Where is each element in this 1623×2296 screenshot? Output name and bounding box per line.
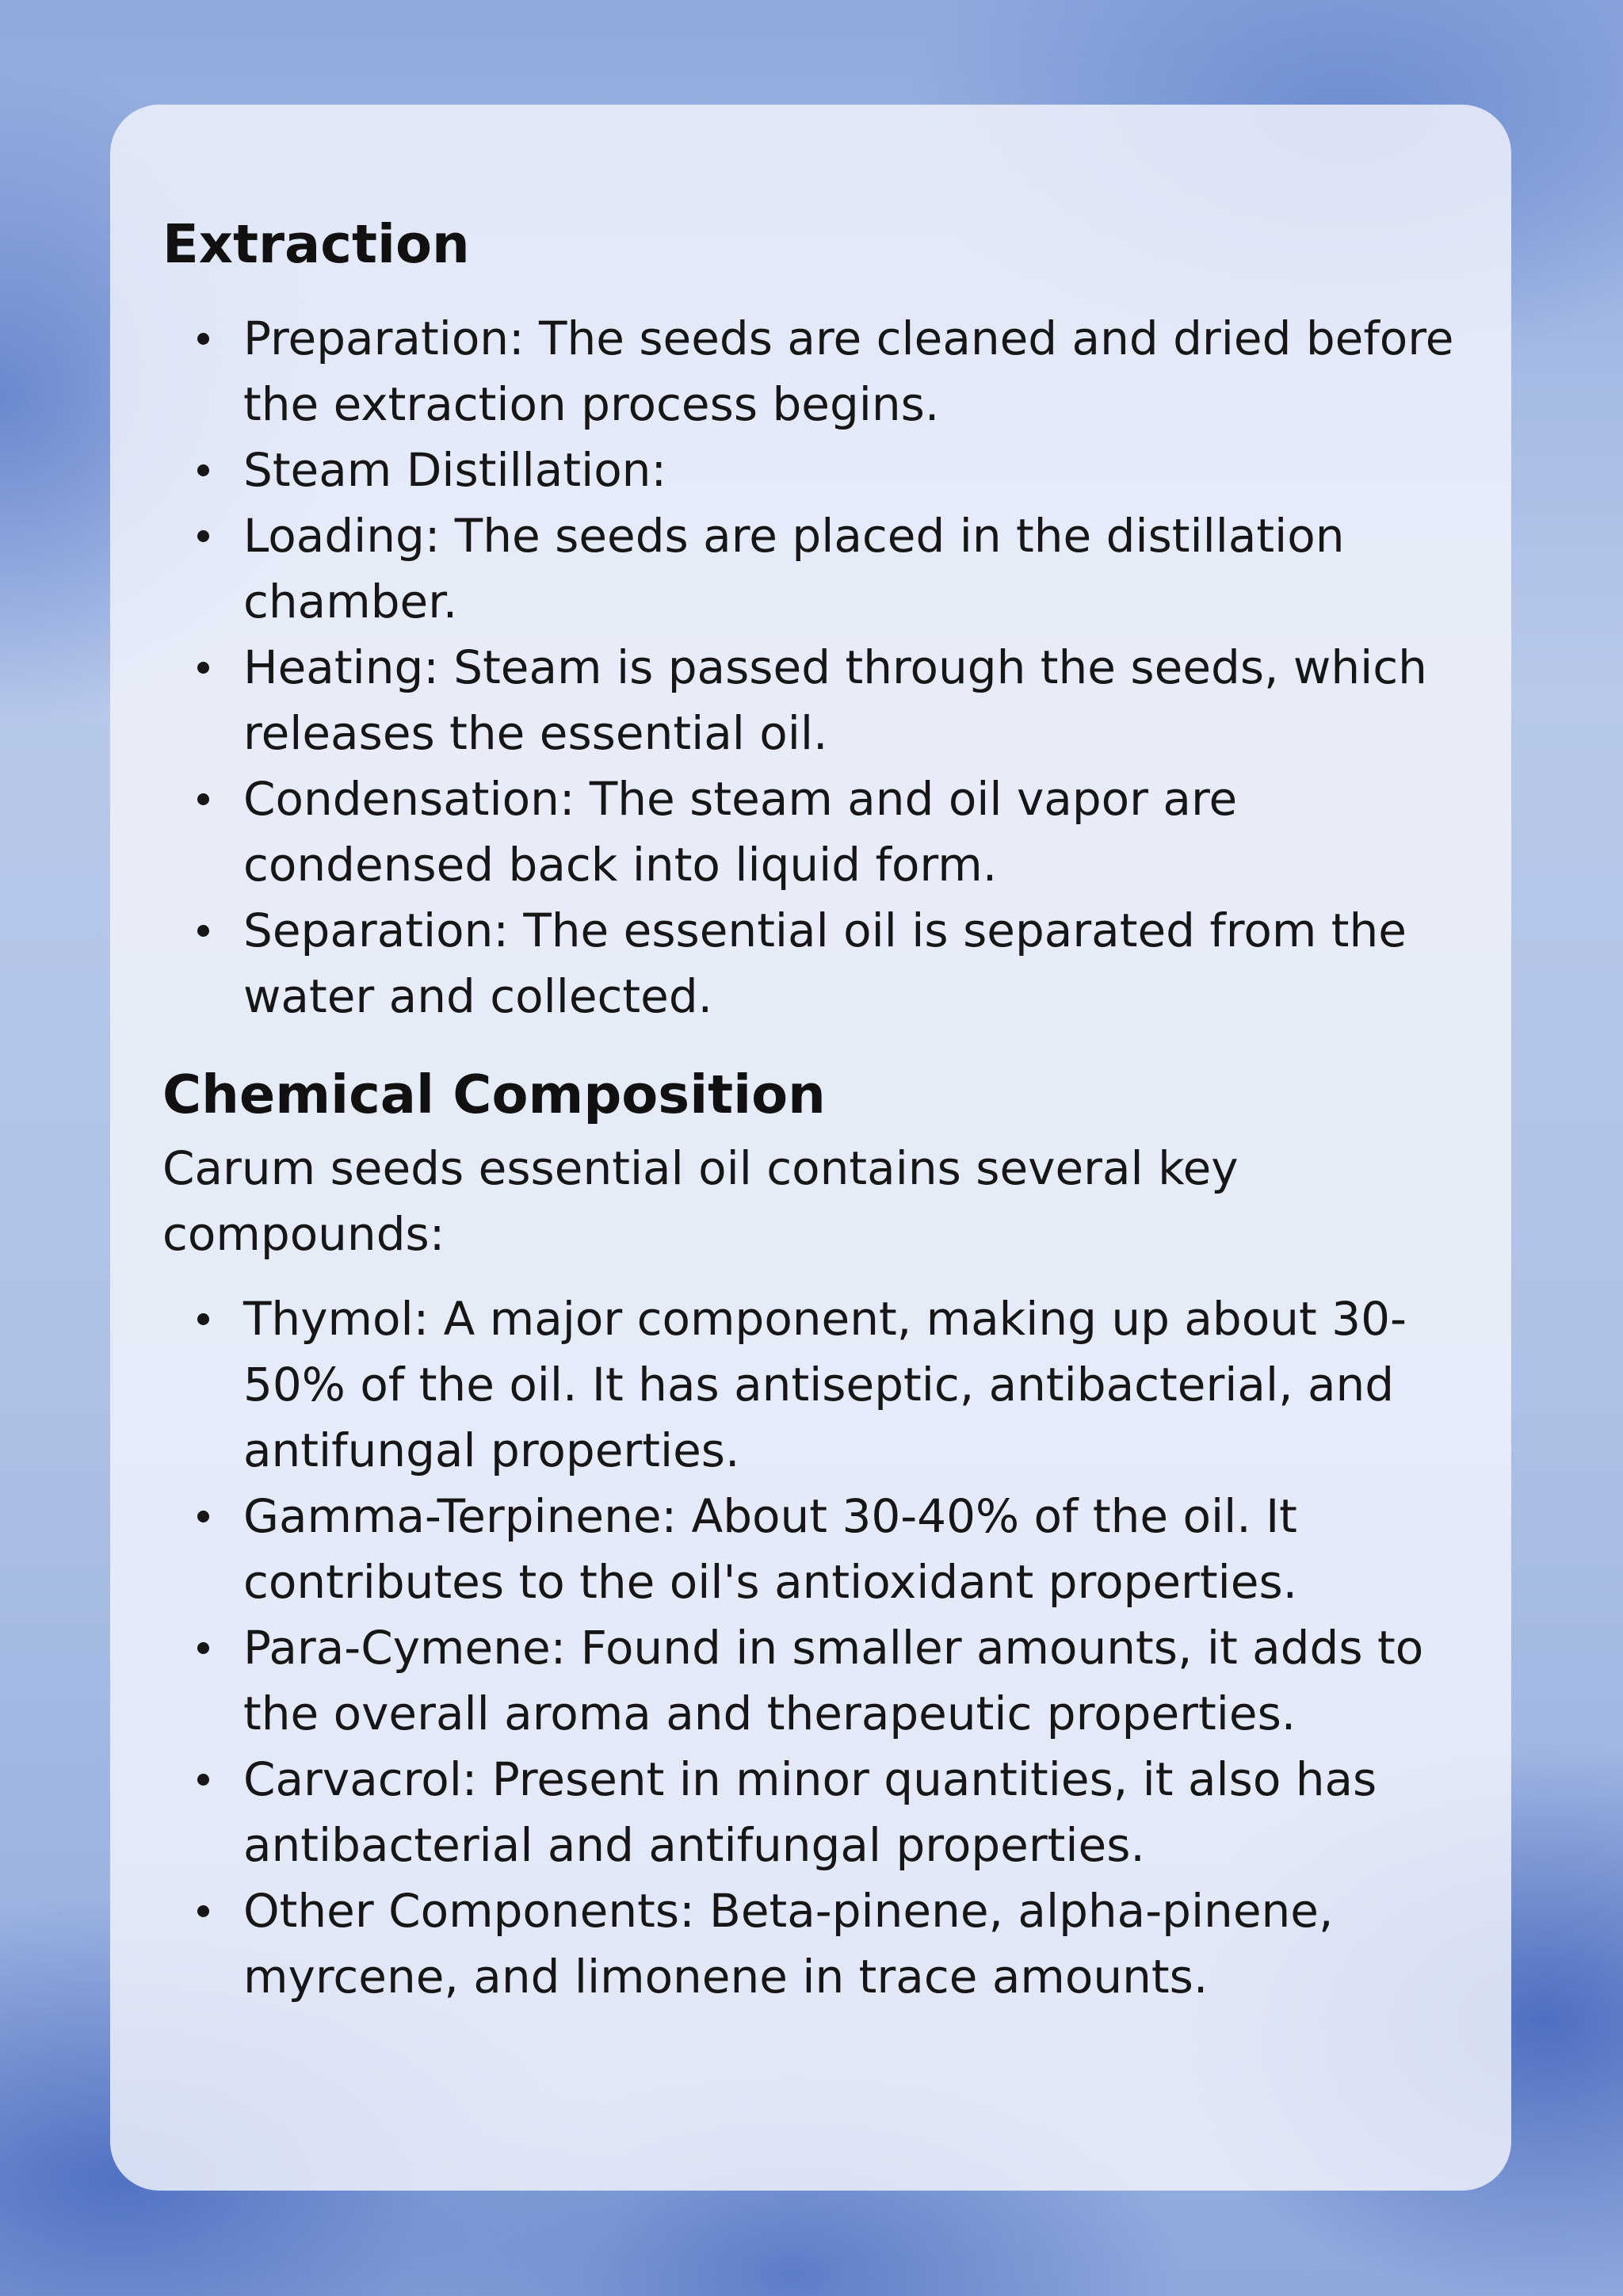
- list-item: Para-Cymene: Found in smaller amounts, it adds to the overall aroma and therapeutic properties.: [162, 1615, 1464, 1747]
- list-item: Other Components: Beta-pinene, alpha-pinene, myrcene, and limonene in trace amounts.: [162, 1878, 1464, 2010]
- list-item: Heating: Steam is passed through the seeds, which releases the essential oil.: [162, 635, 1464, 766]
- list-item: Steam Distillation:: [162, 437, 1464, 503]
- chemical-composition-heading: Chemical Composition: [162, 1064, 826, 1125]
- extraction-heading: Extraction: [162, 213, 470, 275]
- chemical-composition-intro: Carum seeds essential oil contains several key compounds:: [162, 1141, 1239, 1261]
- list-item: Thymol: A major component, making up about 30-50% of the oil. It has antiseptic, antibacterial, and antifungal properties.: [162, 1286, 1464, 1484]
- list-item: Loading: The seeds are placed in the distillation chamber.: [162, 503, 1464, 635]
- list-item: Separation: The essential oil is separated from the water and collected.: [162, 898, 1464, 1030]
- list-item: Condensation: The steam and oil vapor are condensed back into liquid form.: [162, 766, 1464, 898]
- list-item: Carvacrol: Present in minor quantities, it also has antibacterial and antifungal properties.: [162, 1747, 1464, 1878]
- list-item: Preparation: The seeds are cleaned and dried before the extraction process begins.: [162, 306, 1464, 437]
- list-item: Gamma-Terpinene: About 30-40% of the oil. It contributes to the oil's antioxidant properties.: [162, 1484, 1464, 1615]
- content-card: [110, 105, 1511, 2191]
- chemical-composition-list: [162, 1286, 1464, 2010]
- extraction-list: [162, 306, 1464, 1030]
